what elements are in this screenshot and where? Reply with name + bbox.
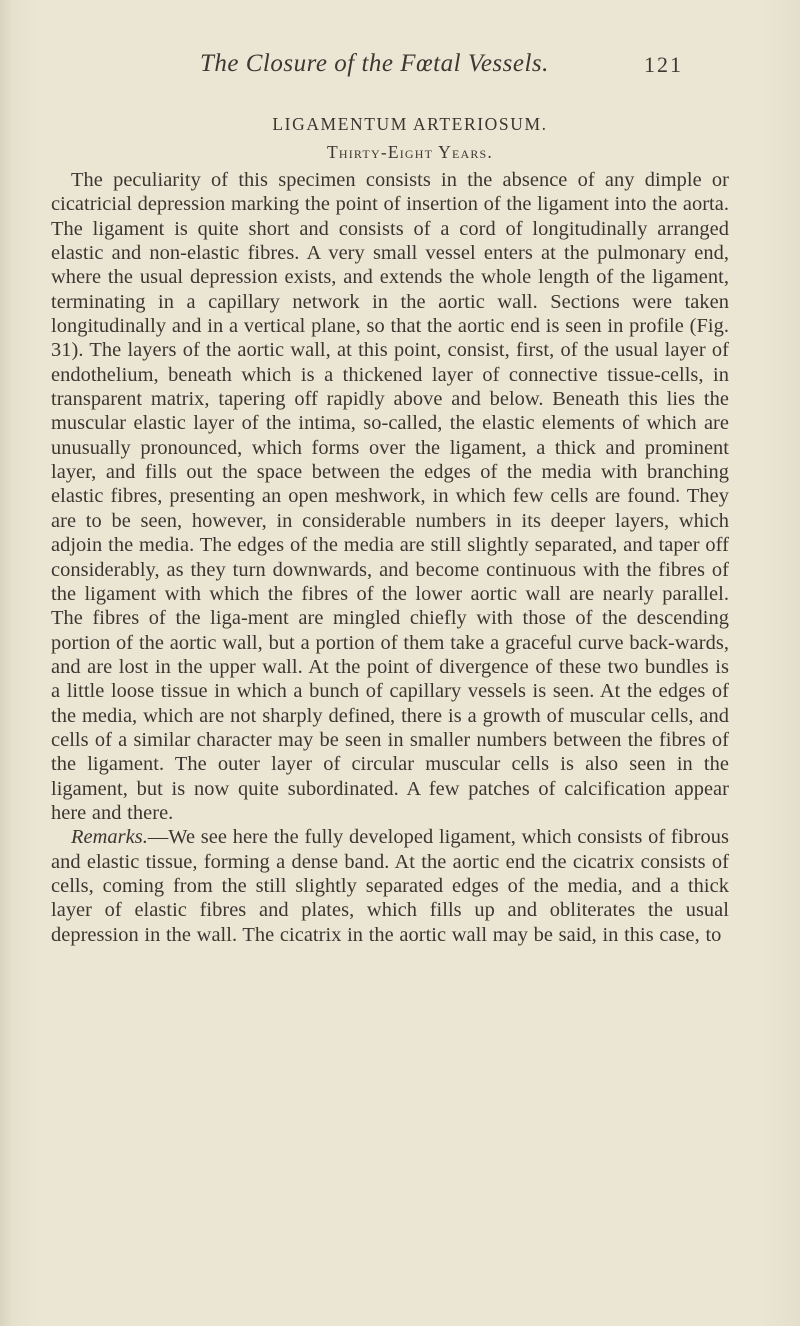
remarks-text: —We see here the fully developed ligament, which consists of fibrous and elastic tissue, forming a dense band. At the aortic end the cicatrix consists of cells, coming from the still slightly separated edges of the media, and a thick layer of elastic fibres and plates, which fills up and obliterates the usual depression in the wall. The cicatrix in the aortic wall may be said, in this case, to <box>51 826 729 946</box>
section-subheading: Thirty-Eight Years. <box>326 142 494 162</box>
body-text <box>51 168 729 947</box>
running-head <box>0 50 800 84</box>
page-number: 121 <box>644 52 683 77</box>
running-title: The Closure of the Fœtal Vessels. <box>200 50 549 77</box>
paragraph-remarks <box>51 825 729 947</box>
section-heading: LIGAMENTUM ARTERIOSUM. <box>272 114 548 134</box>
paragraph-specimen-description: The peculiarity of this specimen consists in the absence of any dimple or cicatricial depression marking the point of insertion of the ligament into the aorta. The ligament is quite short and consists of a cord of longitudinally arranged elastic and non-elastic fibres. A very small vessel enters at the pulmonary end, where the usual depression exists, and extends the whole length of the ligament, terminating in a capillary network in the aortic wall. Sections were taken longitudinally and in a vertical plane, so that the aortic end is seen in profile (Fig. 31). The layers of the aortic wall, at this point, consist, first, of the usual layer of endothelium, beneath which is a thickened layer of connective tissue-cells, in transparent matrix, tapering off rapidly above and below. Beneath this lies the muscular elastic layer of the intima, so-called, the elastic elements of which are unusually pronounced, which forms over the ligament, a thick and prominent layer, and fills out the space between the edges of the media with branching elastic fibres, presenting an open meshwork, in which few cells are found. They are to be seen, however, in considerable numbers in its deeper layers, which adjoin the media. The edges of the media are still slightly separated, and taper off considerably, as they turn downwards, and become continuous with the fibres of the ligament with which the fibres of the lower aortic wall are nearly parallel. The fibres of the liga-ment are mingled chiefly with those of the descending portion of the aortic wall, but a portion of them take a graceful curve back-wards, and are lost in the upper wall. At the point of divergence of these two bundles is a little loose tissue in which a bunch of capillary vessels is seen. At the edges of the media, which are not sharply defined, there is a growth of muscular cells, and cells of a similar character may be seen in smaller numbers between the fibres of the ligament. The outer layer of circular muscular cells is also seen in the ligament, but is now quite subordinated. A few patches of calcification appear here and there. <box>51 169 729 824</box>
remarks-label: Remarks. <box>71 826 148 849</box>
